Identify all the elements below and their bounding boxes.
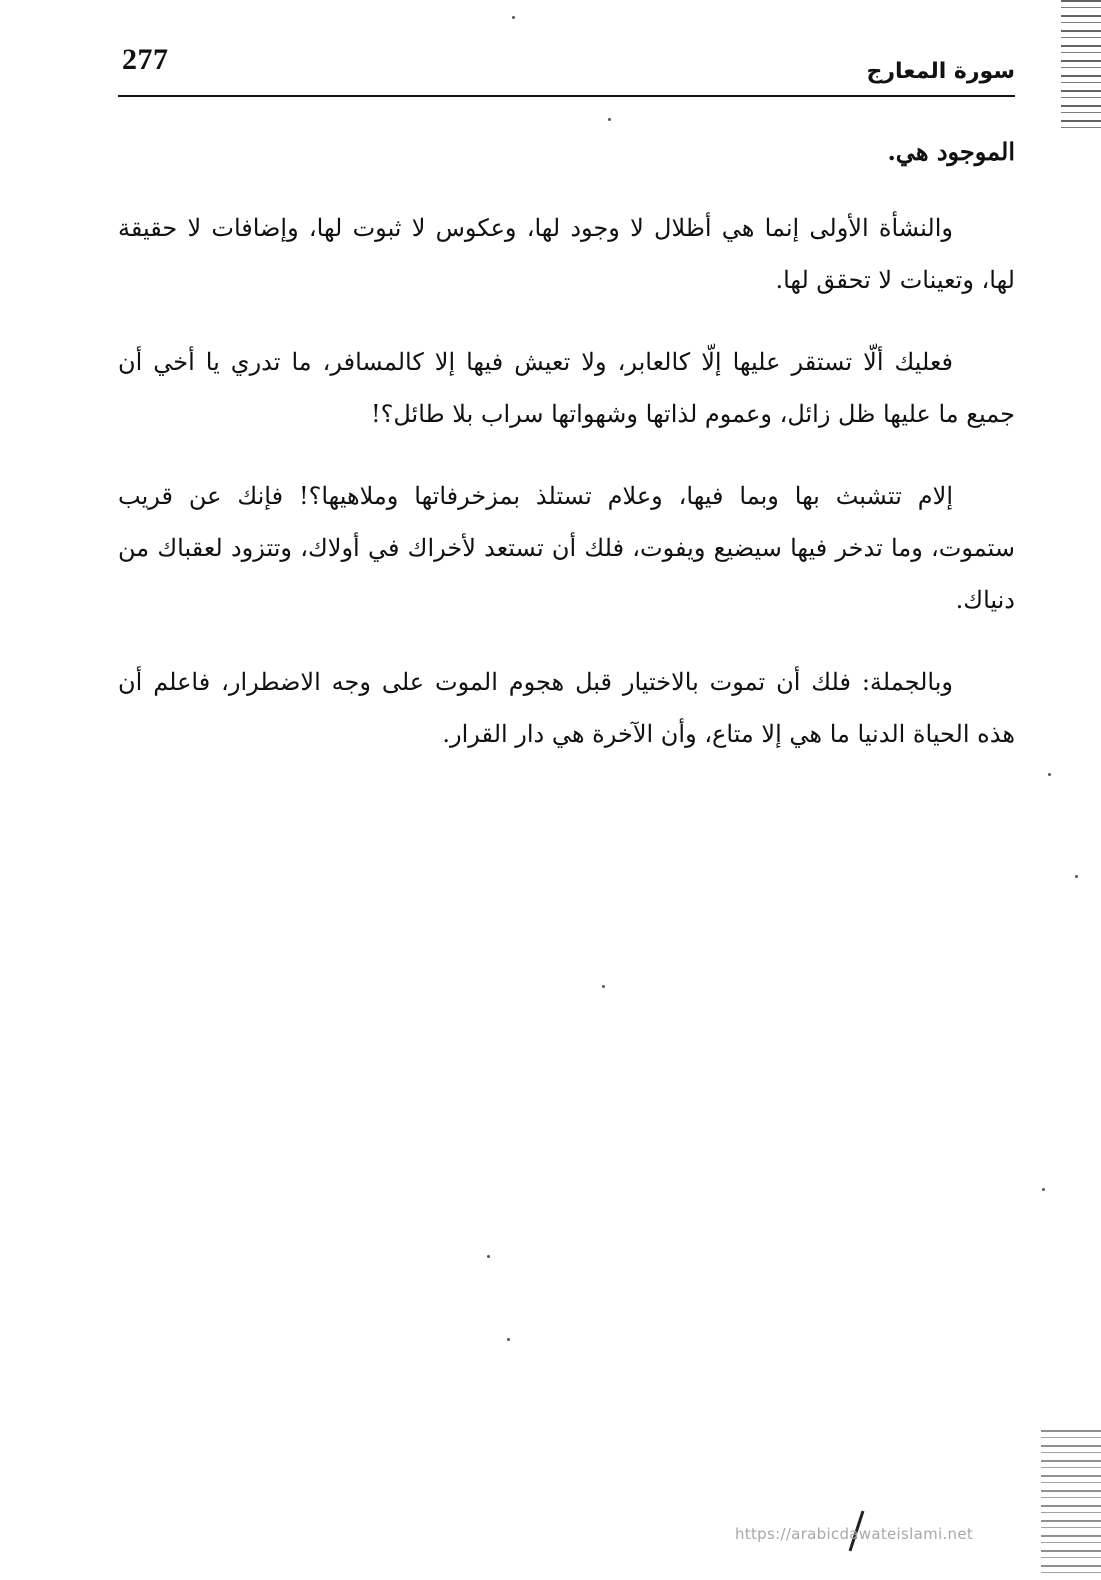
- running-header-title: سورة المعارج: [866, 59, 1015, 84]
- paragraph-2: والنشأة الأولى إنما هي أظلال لا وجود لها، وعكوس لا ثبوت لها، وإضافات لا حقيقة لها، وتعينات لا تحقق لها.: [118, 214, 1015, 294]
- scan-speck: [1048, 773, 1051, 776]
- paragraph-1: الموجود هي.: [887, 137, 1015, 166]
- header-rule: [118, 95, 1015, 97]
- paragraph-4: إلام تتشبث بها وبما فيها، وعلام تستلذ بمزخرفاتها وملاهيها؟! فإنك عن قريب ستموت، وما تدخر فيها سيضيع ويفوت، فلك أن تستعد لأخراك في أولاك، وتتزود لعقباك من دنياك.: [118, 482, 1015, 614]
- scan-speck: [487, 1255, 490, 1258]
- scan-speck: [512, 16, 515, 19]
- scan-speck: [1042, 1188, 1045, 1191]
- scan-speck: [507, 1338, 510, 1341]
- body-text: [118, 126, 1015, 790]
- page-number: 277: [122, 43, 169, 76]
- scan-edge-noise-bottom: [1041, 1430, 1101, 1580]
- watermark-url: https://arabicdawateislami.net: [735, 1525, 974, 1543]
- scan-speck: [602, 985, 605, 988]
- scan-speck: [608, 118, 611, 121]
- paragraph-5: وبالجملة: فلك أن تموت بالاختيار قبل هجوم الموت على وجه الاضطرار، فاعلم أن هذه الحياة الدنيا ما هي إلا متاع، وأن الآخرة هي دار القرار.: [118, 668, 1015, 748]
- paragraph-3: فعليك ألّا تستقر عليها إلّا كالعابر، ولا تعيش فيها إلا كالمسافر، ما تدري يا أخي أن جميع ما عليها ظل زائل، وعموم لذاتها وشهواتها سراب بلا طائل؟!: [118, 348, 1015, 428]
- scan-edge-noise-top: [1061, 0, 1101, 130]
- scan-speck: [1075, 875, 1078, 878]
